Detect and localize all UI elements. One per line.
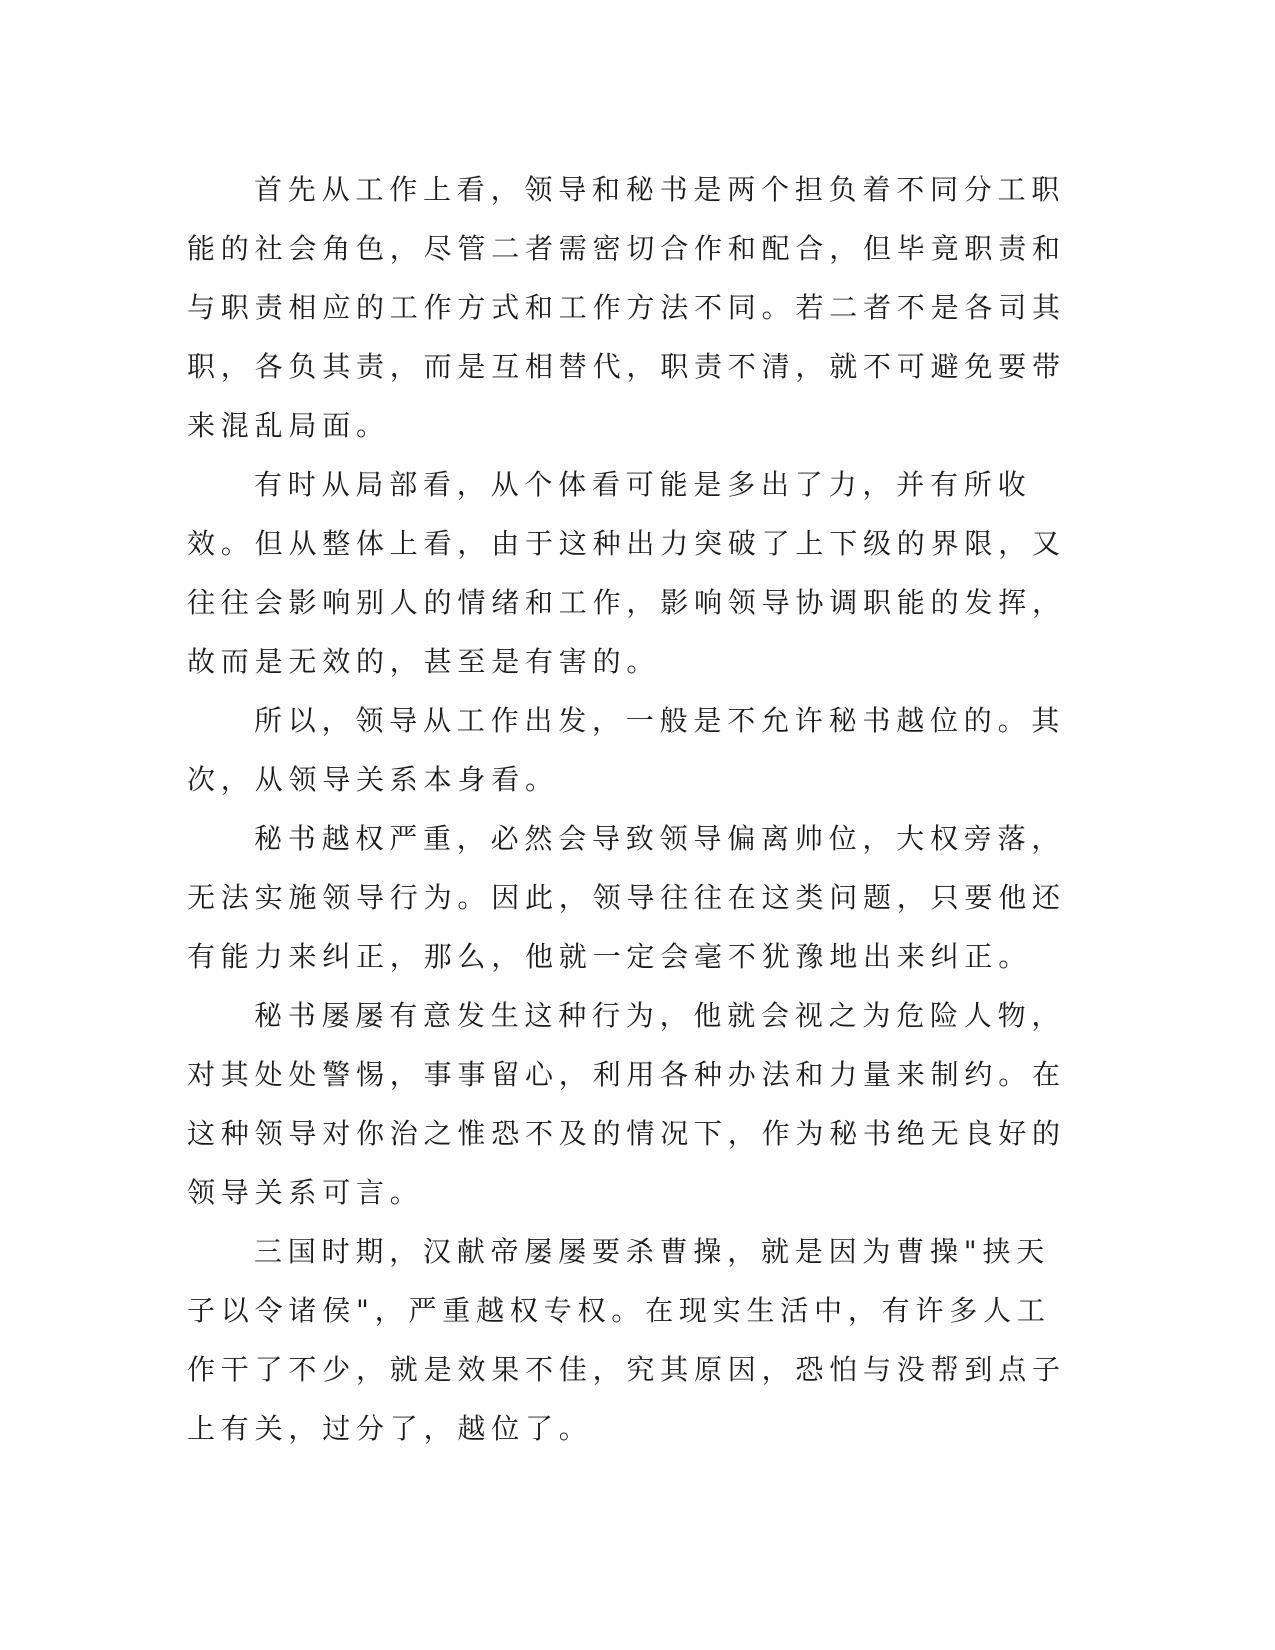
paragraph-5: 秘书屡屡有意发生这种行为，他就会视之为危险人物，对其处处警惕，事事留心，利用各种办法和力量来制约。在这种领导对你治之惟恐不及的情况下，作为秘书绝无良好的领导关系可言。 xyxy=(187,999,1066,1209)
document-body xyxy=(187,160,1067,1458)
paragraph-2: 有时从局部看，从个体看可能是多出了力，并有所收效。但从整体上看，由于这种出力突破了上下级的界限，又往往会影响别人的情绪和工作，影响领导协调职能的发挥，故而是无效的，甚至是有害的。 xyxy=(187,468,1066,678)
paragraph-6: 三国时期，汉献帝屡屡要杀曹操，就是因为曹操"挟天子以令诸侯"，严重越权专权。在现实生活中，有许多人工作干了不少，就是效果不佳，究其原因，恐怕与没帮到点子上有关，过分了，越位了。 xyxy=(187,1235,1066,1445)
paragraph-3: 所以，领导从工作出发，一般是不允许秘书越位的。其次，从领导关系本身看。 xyxy=(187,704,1066,796)
paragraph-4: 秘书越权严重，必然会导致领导偏离帅位，大权旁落，无法实施领导行为。因此，领导往往在这类问题，只要他还有能力来纠正，那么，他就一定会毫不犹豫地出来纠正。 xyxy=(187,822,1066,973)
paragraph-1: 首先从工作上看，领导和秘书是两个担负着不同分工职能的社会角色，尽管二者需密切合作和配合，但毕竟职责和与职责相应的工作方式和工作方法不同。若二者不是各司其职，各负其责，而是互相替代，职责不清，就不可避免要带来混乱局面。 xyxy=(187,173,1066,442)
